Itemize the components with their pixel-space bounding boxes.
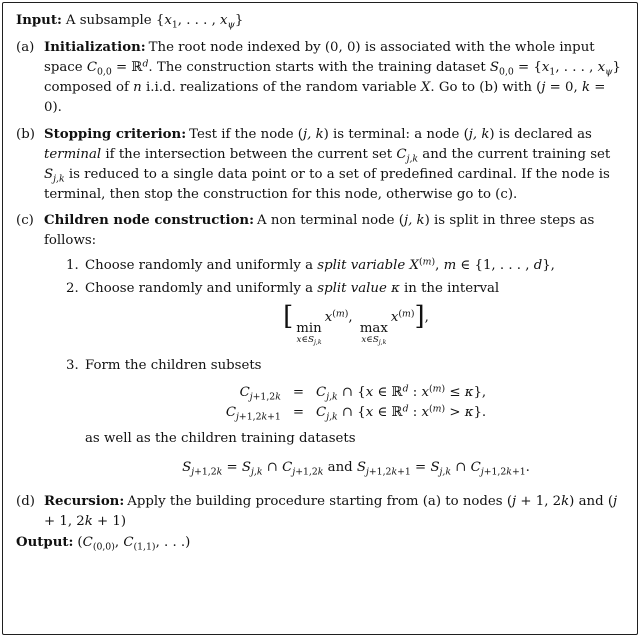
step-d-text: Apply the building procedure starting from (a) to nodes (j + 1, 2k) and (j + 1, 2k + 1) (44, 494, 618, 530)
step-b-title: Stopping criterion: (44, 126, 187, 142)
input-text: A subsample {$x_1$, . . . , $x_\psi$} (65, 13, 244, 31)
substep-3 (66, 356, 627, 486)
step-a-title: Initialization: (44, 39, 146, 55)
substep-3-marker: 3. (66, 357, 79, 373)
substep-2 (66, 279, 627, 352)
equation-lhs: $C_{j+1,2k}$ (239, 384, 281, 402)
step-d-body (43, 492, 627, 532)
step-c-substeps (44, 256, 627, 485)
step-a-marker: (a) (16, 39, 35, 55)
equation-row (226, 403, 486, 423)
children-datasets-equation: $S_{j+1,2k} = S_{j,k}$ ∩ $C_{j+1,2k}$ and $S_{j+1,2k+1} = S_{j,k}$ ∩ $C_{j+1,2k+1}$. (182, 460, 530, 478)
step-a (16, 38, 627, 118)
step-c-intro: A non terminal node (j, k) is split in three steps as follows: (44, 213, 595, 249)
substep-1-marker: 1. (66, 258, 79, 274)
algorithm-box (2, 2, 638, 635)
step-d-marker: (d) (16, 494, 35, 510)
substep-1 (66, 256, 627, 276)
output-line (16, 533, 627, 553)
step-b-body (43, 125, 627, 205)
split-interval-equation: [ min $x\in S_{j,k}$ $x^{(m)}$, max $x\in S_{j,k}$ $x^{(m)}$], (283, 301, 429, 347)
children-subsets-equation (226, 383, 486, 423)
step-d (16, 492, 627, 532)
step-c-marker: (c) (16, 213, 34, 229)
equation-lhs: $C_{j+1,2k+1}$ (225, 404, 281, 422)
equation-rhs: $C_{j,k}$ ∩ {x ∈ ℝ$^d$ : $x^{(m)} \le \kappa$}, (316, 382, 487, 402)
substep-2-marker: 2. (66, 281, 79, 297)
step-b-text: Test if the node (j, k) is terminal: a node (j, k) is declared as terminal if the intersection between the current set $C_{j,k}$ and the current training set $S_{j,k}$ is reduced to a single data point or to a set of predefined cardinal. If the node is terminal, then stop the construction for this node, otherwise go to (c). (44, 126, 611, 202)
step-a-body (43, 38, 627, 118)
substep-3-text: Form the children subsets (85, 357, 262, 373)
equals-sign: = (292, 384, 305, 400)
step-b-marker: (b) (16, 126, 35, 142)
step-a-text: The root node indexed by (0, 0) is associated with the whole input space $C_{0,0}$ = ℝ$^d$. The construction starts with the training dataset $S_{0,0} = \{x_1$, . . . , $x_\psi$} composed of n i.i.d. realizations of the random variable X. Go to (b) with (j = 0, k = 0). (44, 39, 621, 115)
equals-sign: = (292, 404, 305, 420)
step-b (16, 125, 627, 205)
input-label: Input: (16, 13, 62, 28)
step-c (16, 211, 627, 485)
step-d-title: Recursion: (44, 494, 125, 510)
step-c-title: Children node construction: (44, 213, 255, 229)
output-text: ($C_{(0,0)}$, $C_{(1,1)}$, . . .) (77, 535, 191, 553)
input-line (16, 11, 627, 31)
output-label: Output: (16, 535, 74, 551)
substep-2-text: Choose randomly and uniformly a split value κ in the interval (85, 281, 500, 297)
step-c-body (43, 211, 627, 485)
substep-2-body (85, 279, 627, 352)
equation-row (226, 383, 486, 403)
substep-3-body (85, 356, 627, 486)
children-datasets-text: as well as the children training datasets (85, 431, 356, 447)
substep-1-text: Choose randomly and uniformly a split variable $X^{(m)}$, m ∈ {1, . . . , d}, (85, 256, 555, 274)
equation-rhs: $C_{j,k}$ ∩ {x ∈ ℝ$^d$ : $x^{(m)} > \kappa$}. (316, 402, 487, 422)
